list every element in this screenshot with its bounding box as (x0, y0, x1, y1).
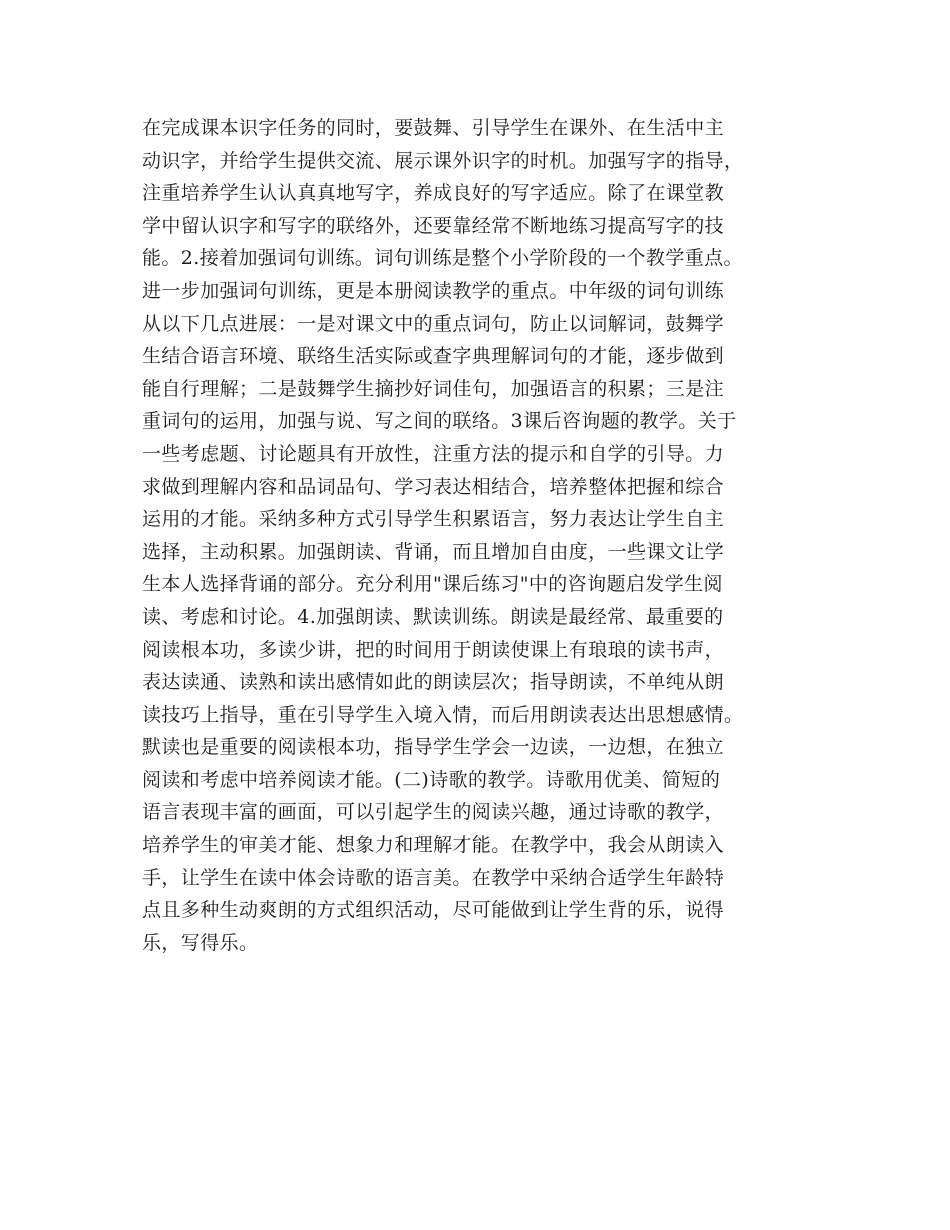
text-line: 一些考虑题、讨论题具有开放性，注重方法的提示和自学的引导。力 (142, 442, 725, 465)
text-line: 进一步加强词句训练，更是本册阅读教学的重点。中年级的词句训练 (142, 279, 725, 302)
text-line: 读、考虑和讨论。4.加强朗读、默读训练。朗读是最经常、最重要的 (142, 605, 724, 628)
text-line: 能自行理解；二是鼓舞学生摘抄好词佳句，加强语言的积累；三是注 (142, 377, 725, 400)
text-line: 生结合语言环境、联络生活实际或查字典理解词句的才能，逐步做到 (142, 345, 725, 368)
text-line: 培养学生的审美才能、想象力和理解才能。在教学中，我会从朗读入 (142, 834, 725, 857)
text-line: 阅读和考虑中培养阅读才能。(二)诗歌的教学。诗歌用优美、简短的 (142, 768, 721, 791)
text-line: 阅读根本功，多读少讲，把的时间用于朗读使课上有琅琅的读书声， (142, 638, 725, 661)
text-line: 能。2.接着加强词句训练。词句训练是整个小学阶段的一个教学重点。 (142, 247, 743, 270)
text-line: 选择，主动积累。加强朗读、背诵，而且增加自由度，一些课文让学 (142, 540, 725, 563)
text-line: 学中留认识字和写字的联络外，还要靠经常不断地练习提高写字的技 (142, 214, 725, 237)
text-line: 读技巧上指导，重在引导学生入境入情，而后用朗读表达出思想感情。 (142, 703, 744, 726)
body-text (142, 112, 822, 959)
text-line: 手，让学生在读中体会诗歌的语言美。在教学中采纳合适学生年龄特 (142, 866, 725, 889)
text-line: 注重培养学生认认真真地写字，养成良好的写字适应。除了在课堂教 (142, 182, 725, 205)
text-line: 重词句的运用，加强与说、写之间的联络。3课后咨询题的教学。关于 (142, 410, 737, 433)
text-line: 点且多种生动爽朗的方式组织活动，尽可能做到让学生背的乐，说得 (142, 899, 725, 922)
text-line: 在完成课本识字任务的同时，要鼓舞、引导学生在课外、在生活中主 (142, 117, 725, 139)
text-line: 乐，写得乐。 (142, 931, 259, 954)
text-line: 表达读通、读熟和读出感情如此的朗读层次；指导朗读，不单纯从朗 (142, 671, 725, 694)
text-line: 语言表现丰富的画面，可以引起学生的阅读兴趣，通过诗歌的教学， (142, 801, 725, 824)
text-line: 动识字，并给学生提供交流、展示课外识字的时机。加强写字的指导， (142, 149, 744, 172)
text-line: 从以下几点进展：一是对课文中的重点词句，防止以词解词，鼓舞学 (142, 312, 725, 335)
text-line: 求做到理解内容和品词品句、学习表达相结合，培养整体把握和综合 (142, 475, 725, 498)
text-line: 默读也是重要的阅读根本功，指导学生学会一边读，一边想，在独立 (142, 736, 725, 759)
text-line: 生本人选择背诵的部分。充分利用"课后练习"中的咨询题启发学生阅 (142, 573, 723, 596)
text-line: 运用的才能。采纳多种方式引导学生积累语言，努力表达让学生自主 (142, 508, 725, 531)
